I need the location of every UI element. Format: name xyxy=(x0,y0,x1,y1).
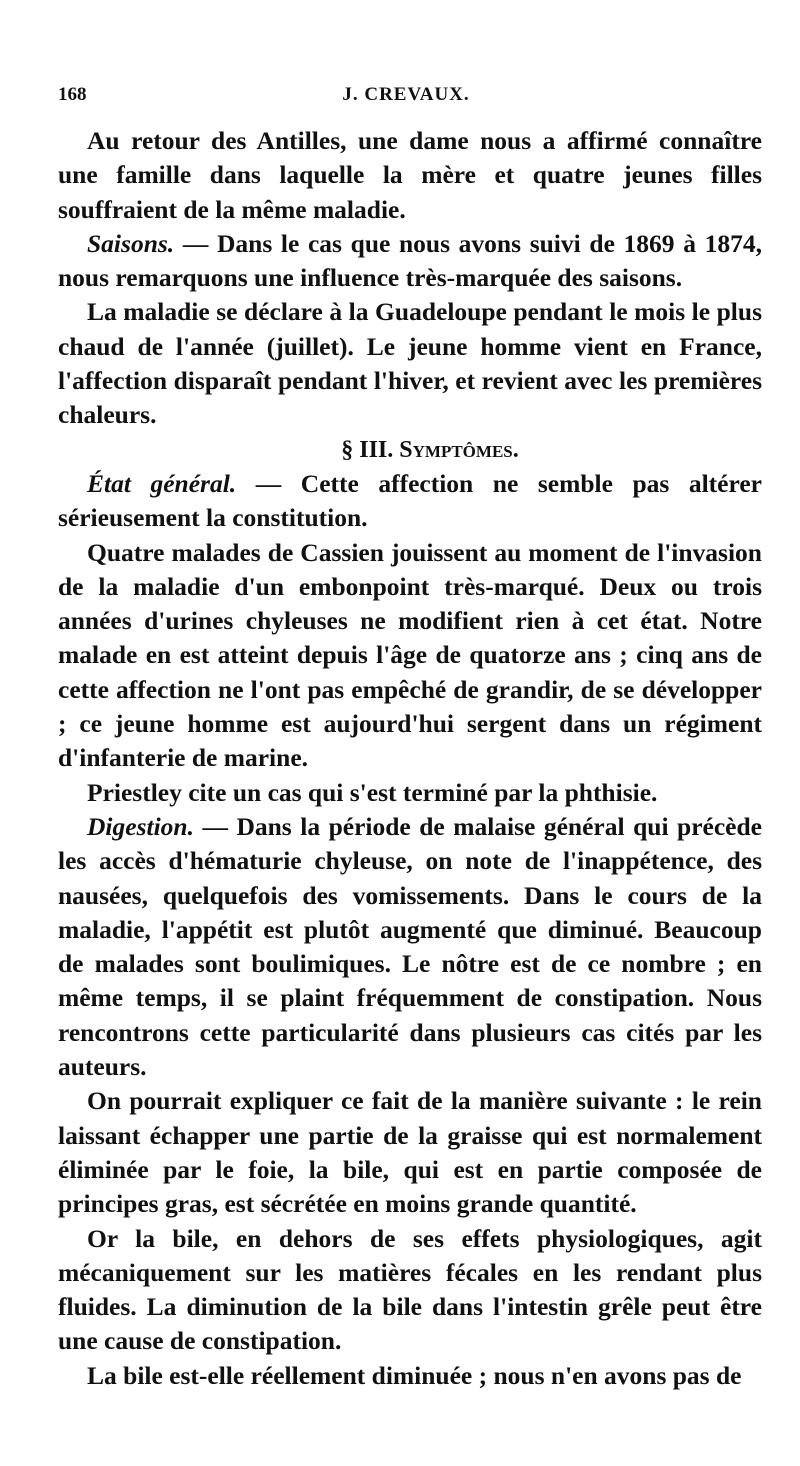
paragraph-text: Au retour des Antilles, une dame nous a affirmé connaître une famille dans laquelle la mère et quatre jeunes filles souffraient de la même maladie. xyxy=(58,126,762,224)
paragraph-text: La bile est-elle réellement diminuée ; nous n'en avons pas de xyxy=(87,1360,742,1390)
paragraph xyxy=(58,295,762,432)
paragraph-text: La maladie se déclare à la Guadeloupe pendant le mois le plus chaud de l'année (juillet). Le jeune homme vient en France, l'affection disparaît pendant l'hiver, et revient avec les premières chaleurs. xyxy=(58,297,762,430)
paragraph-text: — Dans le cas que nous avons suivi de 1869 à 1874, nous remarquons une influence très-marquée des saisons. xyxy=(58,228,762,293)
paragraph xyxy=(58,124,762,227)
paragraph-lead: Digestion. xyxy=(87,811,194,841)
paragraph xyxy=(58,776,762,810)
paragraph xyxy=(58,1084,762,1221)
section-heading xyxy=(58,433,762,467)
section-title: Symptômes. xyxy=(399,436,519,463)
paragraph xyxy=(58,536,762,776)
paragraph xyxy=(58,1359,762,1393)
paragraph xyxy=(58,467,762,536)
paragraph-lead: État général. xyxy=(87,468,237,498)
paragraph-text: Priestley cite un cas qui s'est terminé par la phthisie. xyxy=(87,777,658,807)
paragraph-text: Or la bile, en dehors de ses effets physiologiques, agit mécaniquement sur les matières fécales en les rendant plus fluides. La diminution de la bile dans l'intestin grêle peut être une cause de constipation. xyxy=(58,1223,762,1356)
paragraph xyxy=(58,227,762,296)
paragraph-text: — Dans la période de malaise général qui précède les accès d'hématurie chyleuse, on note de l'inappétence, des nausées, quelquefois des vomissements. Dans le cours de la maladie, l'appétit est plutôt augmenté que diminué. Beaucoup de malades sont boulimiques. Le nôtre est de ce nombre ; en même temps, il se plaint fréquemment de constipation. Nous rencontrons cette particularité dans plusieurs cas cités par les auteurs. xyxy=(58,811,762,1082)
page-number: 168 xyxy=(58,84,87,105)
paragraph-text: — Cette affection ne semble pas altérer sérieusement la constitution. xyxy=(58,468,762,533)
paragraph-text: On pourrait expliquer ce fait de la manière suivante : le rein laissant échapper une partie de la graisse qui est normalement éliminée par le foie, la bile, qui est en partie composée de principes gras, est sécrétée en moins grande quantité. xyxy=(58,1086,762,1219)
page-header xyxy=(58,84,754,120)
paragraph xyxy=(58,1222,762,1359)
section-number: § III. xyxy=(341,436,394,463)
paragraph xyxy=(58,810,762,1084)
body-text xyxy=(58,124,762,1393)
paragraph-lead: Saisons. xyxy=(87,228,175,258)
running-head: J. CREVAUX. xyxy=(342,84,470,105)
paragraph-text: Quatre malades de Cassien jouissent au moment de l'invasion de la maladie d'un embonpoint très-marqué. Deux ou trois années d'urines chyleuses ne modifient rien à cet état. Notre malade en est atteint depuis l'âge de quatorze ans ; cinq ans de cette affection ne l'ont pas empêché de grandir, de se développer ; ce jeune homme est aujourd'hui sergent dans un régiment d'infanterie de marine. xyxy=(58,537,762,773)
